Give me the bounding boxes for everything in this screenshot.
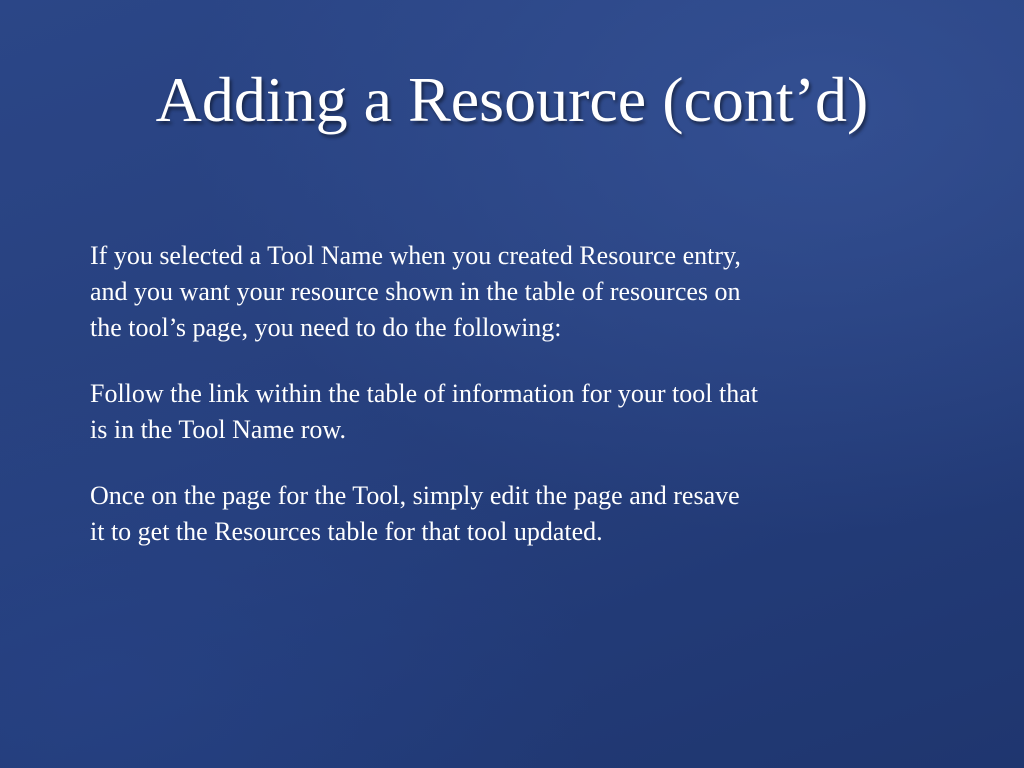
paragraph-line: it to get the Resources table for that tool updated. <box>90 517 603 546</box>
paragraph-line: Once on the page for the Tool, simply edit the page and resave <box>90 481 740 510</box>
paragraph-line: and you want your resource shown in the table of resources on <box>90 277 741 306</box>
paragraph-line: the tool’s page, you need to do the following: <box>90 313 562 342</box>
slide-body <box>90 238 950 550</box>
paragraph-line: If you selected a Tool Name when you created Resource entry, <box>90 241 741 270</box>
slide-title: Adding a Resource (cont’d) <box>155 64 869 135</box>
body-paragraph <box>90 376 950 448</box>
body-paragraph <box>90 478 950 550</box>
body-paragraph <box>90 238 950 346</box>
paragraph-line: is in the Tool Name row. <box>90 415 346 444</box>
paragraph-line: Follow the link within the table of information for your tool that <box>90 379 758 408</box>
